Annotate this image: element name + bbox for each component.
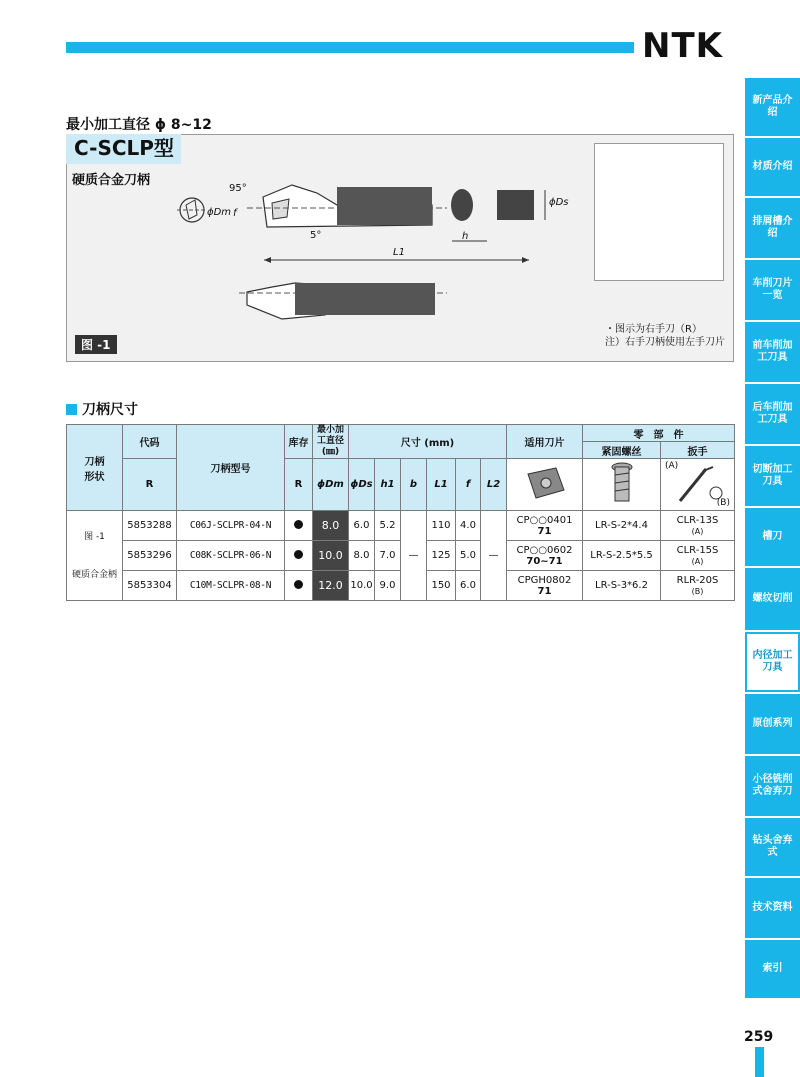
- row-wrench-model: CLR-15S: [676, 544, 719, 556]
- screw-icon: [607, 461, 637, 505]
- th-l1: L1: [427, 459, 456, 511]
- sidebar-tab-new-products[interactable]: 新产品介绍: [745, 78, 800, 136]
- row-wrench-type: (A): [691, 526, 704, 536]
- row-stock: [285, 511, 313, 541]
- row-wrench-type: (B): [691, 586, 704, 596]
- th-stock: 库存: [285, 425, 313, 459]
- l1-dimension-label: L1: [393, 247, 405, 258]
- row-wrench-model: CLR-13S: [676, 514, 719, 526]
- holder-dimension-table: [66, 424, 735, 601]
- th-l2: L2: [481, 459, 507, 511]
- brand-logo: NTK: [642, 26, 723, 66]
- row-dm: 8.0: [313, 511, 349, 541]
- stock-dot-icon: [294, 550, 303, 559]
- row-model: C08K-SCLPR-06-N: [177, 541, 285, 571]
- row-code: 5853288: [123, 511, 177, 541]
- sidebar-tab-cutoff[interactable]: 切断加工刀具: [745, 446, 800, 506]
- f-dimension-label: f: [233, 208, 237, 219]
- th-parts: 零 部 件: [583, 425, 735, 442]
- shape-cell: [67, 511, 123, 601]
- shape-fig: 图 -1: [84, 531, 105, 542]
- row-f: 6.0: [456, 571, 481, 601]
- clearance-5-label: 5°: [310, 230, 322, 241]
- row-insert-grade: 70~71: [526, 555, 563, 567]
- row-l1: 110: [427, 511, 456, 541]
- row-wrench: [661, 511, 735, 541]
- th-min-dia: [313, 425, 349, 459]
- row-screw: LR-S-2.5*5.5: [583, 541, 661, 571]
- row-model: C10M-SCLPR-08-N: [177, 571, 285, 601]
- ds-dimension-label: ϕDs: [549, 197, 569, 208]
- row-f: 4.0: [456, 511, 481, 541]
- th-screw: 紧固螺丝: [583, 442, 661, 459]
- th-h1: h1: [375, 459, 401, 511]
- row-h1: 5.2: [375, 511, 401, 541]
- page-number-bar: [755, 1047, 764, 1077]
- row-ds: 10.0: [349, 571, 375, 601]
- sidebar-tab-technical-data[interactable]: 技术资料: [745, 878, 800, 938]
- th-f: f: [456, 459, 481, 511]
- figure-box: [66, 134, 734, 362]
- wrench-image: [661, 459, 735, 511]
- th-dm: ϕDm: [313, 459, 349, 511]
- sidebar-tab-grooving[interactable]: 槽刀: [745, 508, 800, 566]
- row-wrench: [661, 571, 735, 601]
- note-line-1: ・图示为右手刀（R）: [605, 324, 702, 335]
- stock-dot-icon: [294, 580, 303, 589]
- insert-image: [507, 459, 583, 511]
- row-stock: [285, 571, 313, 601]
- sidebar-tab-boring[interactable]: 内径加工刀具: [745, 632, 800, 692]
- row-l1: 150: [427, 571, 456, 601]
- sidebar-tab-chipbreakers[interactable]: 排屑槽介绍: [745, 198, 800, 258]
- th-b: b: [401, 459, 427, 511]
- sidebar-tab-index[interactable]: 索引: [745, 940, 800, 998]
- sidebar-tab-back-turning[interactable]: 后车削加工刀具: [745, 384, 800, 444]
- row-insert-model: CP○○0401: [516, 514, 573, 526]
- row-wrench: [661, 541, 735, 571]
- sidebar-tab-original-series[interactable]: 原创系列: [745, 694, 800, 754]
- th-code-r: R: [123, 459, 177, 511]
- row-insert-model: CP○○0602: [516, 544, 573, 556]
- holder-material-subtitle: 硬质合金刀柄: [72, 173, 151, 188]
- th-min-dia-unit: (㎜): [321, 447, 340, 457]
- holder-type-title: C-SCLP型: [66, 134, 181, 164]
- th-wrench: 扳手: [661, 442, 735, 459]
- section-title: [66, 399, 138, 419]
- row-insert: [507, 511, 583, 541]
- section-square-icon: [66, 404, 77, 415]
- shape-material: 硬质合金柄: [71, 569, 117, 580]
- row-insert-grade: 71: [537, 525, 552, 537]
- sidebar-tab-small-milling[interactable]: 小径铣削式舍弃刀: [745, 756, 800, 816]
- th-code: 代码: [123, 425, 177, 459]
- row-insert-model: CPGH0802: [517, 574, 572, 586]
- sidebar-tab-materials[interactable]: 材质介绍: [745, 138, 800, 196]
- row-h1: 7.0: [375, 541, 401, 571]
- th-size: 尺寸 (mm): [349, 425, 507, 459]
- row-model: C06J-SCLPR-04-N: [177, 511, 285, 541]
- row-stock: [285, 541, 313, 571]
- page-number: 259: [744, 1029, 774, 1045]
- row-dm: 12.0: [313, 571, 349, 601]
- screw-image: [583, 459, 661, 511]
- figure-note: [605, 323, 725, 349]
- row-b: —: [401, 511, 427, 601]
- row-wrench-model: RLR-20S: [676, 574, 719, 586]
- section-title-text: 刀柄尺寸: [82, 402, 138, 418]
- th-shape: 刀柄 形状: [67, 425, 123, 511]
- row-l1: 125: [427, 541, 456, 571]
- th-model: 刀柄型号: [177, 425, 285, 511]
- row-code: 5853296: [123, 541, 177, 571]
- header-accent-bar: [66, 42, 634, 53]
- h-dimension-label: h: [462, 231, 469, 242]
- wrench-b-label: (B): [716, 498, 730, 508]
- row-insert: [507, 541, 583, 571]
- sidebar-tab-front-turning[interactable]: 前车削加工刀具: [745, 322, 800, 382]
- row-ds: 8.0: [349, 541, 375, 571]
- row-insert: [507, 571, 583, 601]
- wrench-a-label: (A): [665, 461, 679, 471]
- row-dm: 10.0: [313, 541, 349, 571]
- insert-icon: [520, 462, 570, 504]
- row-h1: 9.0: [375, 571, 401, 601]
- sidebar-tab-threading[interactable]: 螺纹切削: [745, 568, 800, 630]
- row-ds: 6.0: [349, 511, 375, 541]
- angle-95-label: 95°: [229, 183, 247, 194]
- th-min-dia-text: 最小加工直径: [316, 425, 344, 446]
- row-screw: LR-S-3*6.2: [583, 571, 661, 601]
- dm-dimension-label: ϕDm: [207, 207, 232, 218]
- row-code: 5853304: [123, 571, 177, 601]
- row-l2: —: [481, 511, 507, 601]
- figure-label: 图 -1: [75, 335, 117, 354]
- row-screw: LR-S-2*4.4: [583, 511, 661, 541]
- sidebar-tab-turning-inserts[interactable]: 车削刀片一览: [745, 260, 800, 320]
- th-stock-r: R: [285, 459, 313, 511]
- row-insert-grade: 71: [537, 585, 552, 597]
- min-diameter-subtitle: 最小加工直径 ϕ 8~12: [66, 117, 212, 133]
- note-line-2: 注）右手刀柄使用左手刀片: [605, 337, 725, 348]
- th-insert: 适用刀片: [507, 425, 583, 459]
- row-wrench-type: (A): [691, 556, 704, 566]
- inset-detail-view: [594, 143, 724, 281]
- sidebar-tab-drills[interactable]: 钻头舍弃式: [745, 818, 800, 876]
- stock-dot-icon: [294, 520, 303, 529]
- th-ds: ϕDs: [349, 459, 375, 511]
- row-f: 5.0: [456, 541, 481, 571]
